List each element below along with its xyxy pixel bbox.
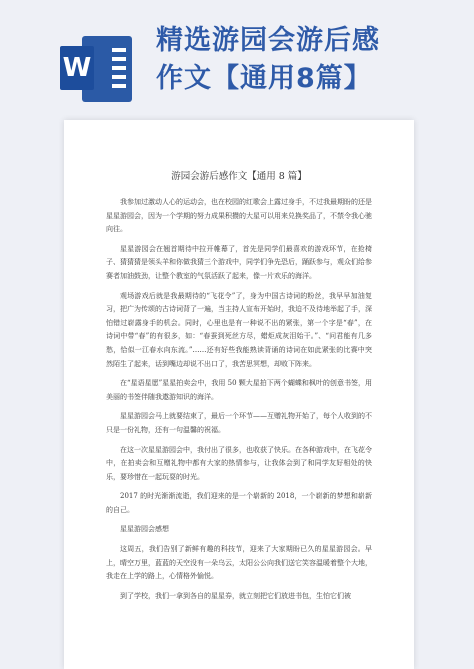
paragraph: 观场游戏后就是我最期待的“飞花令”了，身为中国古诗词的粉丝，我早早加油复习，把广为传颂的古诗词背了一遍，当主持人宣布开始时，我迫不及待地举起了手，深怕错过崭露身手的机会。同时，心里也是有一种说不出的紧张，第一个字是“春”，在诗词中带“春”的有很多，如：“春蚕到死丝方尽，蜡炬成灰泪始干。”、“问君能有几多愁，恰似一江春水向东流。”……还有好些我能熟读背诵的诗词在如此紧张的比赛中突然陌生了起来，话到嘴边却说不出口了，我苦思冥想，却败下阵来。 xyxy=(106,291,372,368)
banner-title xyxy=(156,22,456,98)
paragraph: 这周五，我们告别了新鲜有趣的科技节，迎来了大家期盼已久的星星游园会。早上，晴空万里，蓝蓝的天空没有一朵乌云，太阳公公向我们送它笑容温暖着整个大地，我走在上学的路上，心情格外愉悦。 xyxy=(106,545,372,581)
paragraph: 2017 的时光渐渐流逝，我们迎来的是一个崭新的 2018，一个崭新的梦想和崭新的自己。 xyxy=(106,492,372,514)
paragraph: 到了学校，我们一拿到各自的星星券，就立刻把它们放进书包，生怕它们被 xyxy=(120,591,351,600)
paragraph: 在“星语星愿”星星拍卖会中，我用 50 颗大星拍下两个蝴蝶和枫叶的创意书签，用美丽的书签伴随我遨游知识的海洋。 xyxy=(106,379,372,401)
word-document-icon xyxy=(60,36,132,102)
paragraph: 星星游园会在翘首期待中拉开帷幕了，首先是同学们最喜欢的游戏环节，在抢椅子、猜猜猜是领头羊和你做我猜三个游戏中，同学们争先恐后，踊跃参与，观众们给参赛者加油鼓劲，让整个教室的气氛活跃了起来，像一片欢乐的海洋。 xyxy=(106,244,372,280)
paragraph: 在这一次星星游园会中，我付出了很多，也收获了快乐。在各种游戏中，在飞花令中，在拍卖会和互赠礼物中都有大家的热情参与，让我体会到了和同学友好相处的快乐，要珍惜在一起玩耍的时光。 xyxy=(106,445,372,481)
section-heading: 星星游园会感想 xyxy=(120,525,169,534)
paragraph: 星星游园会马上就要结束了，最后一个环节——互赠礼物开始了，每个人收到的不只是一份礼物，还有一句温馨的祝福。 xyxy=(106,412,372,434)
paragraph: 我参加过激动人心的运动会，也在校园的红歌会上露过身手，不过我最期盼的还是星星游园会，因为一个学期的努力成果积攒的大星可以用来兑换奖品了，不禁令我心驰向往。 xyxy=(106,198,372,234)
word-letter-badge: W xyxy=(60,46,94,90)
banner-title-line-2: 作文【通用8篇】 xyxy=(156,63,372,94)
banner-title-line-1: 精选游园会游后感 xyxy=(156,25,380,56)
document-body xyxy=(64,196,414,603)
document-page xyxy=(64,120,414,669)
word-doc-lines xyxy=(112,48,126,93)
header-banner xyxy=(0,0,474,120)
document-title: 游园会游后感作文【通用 8 篇】 xyxy=(171,171,307,182)
